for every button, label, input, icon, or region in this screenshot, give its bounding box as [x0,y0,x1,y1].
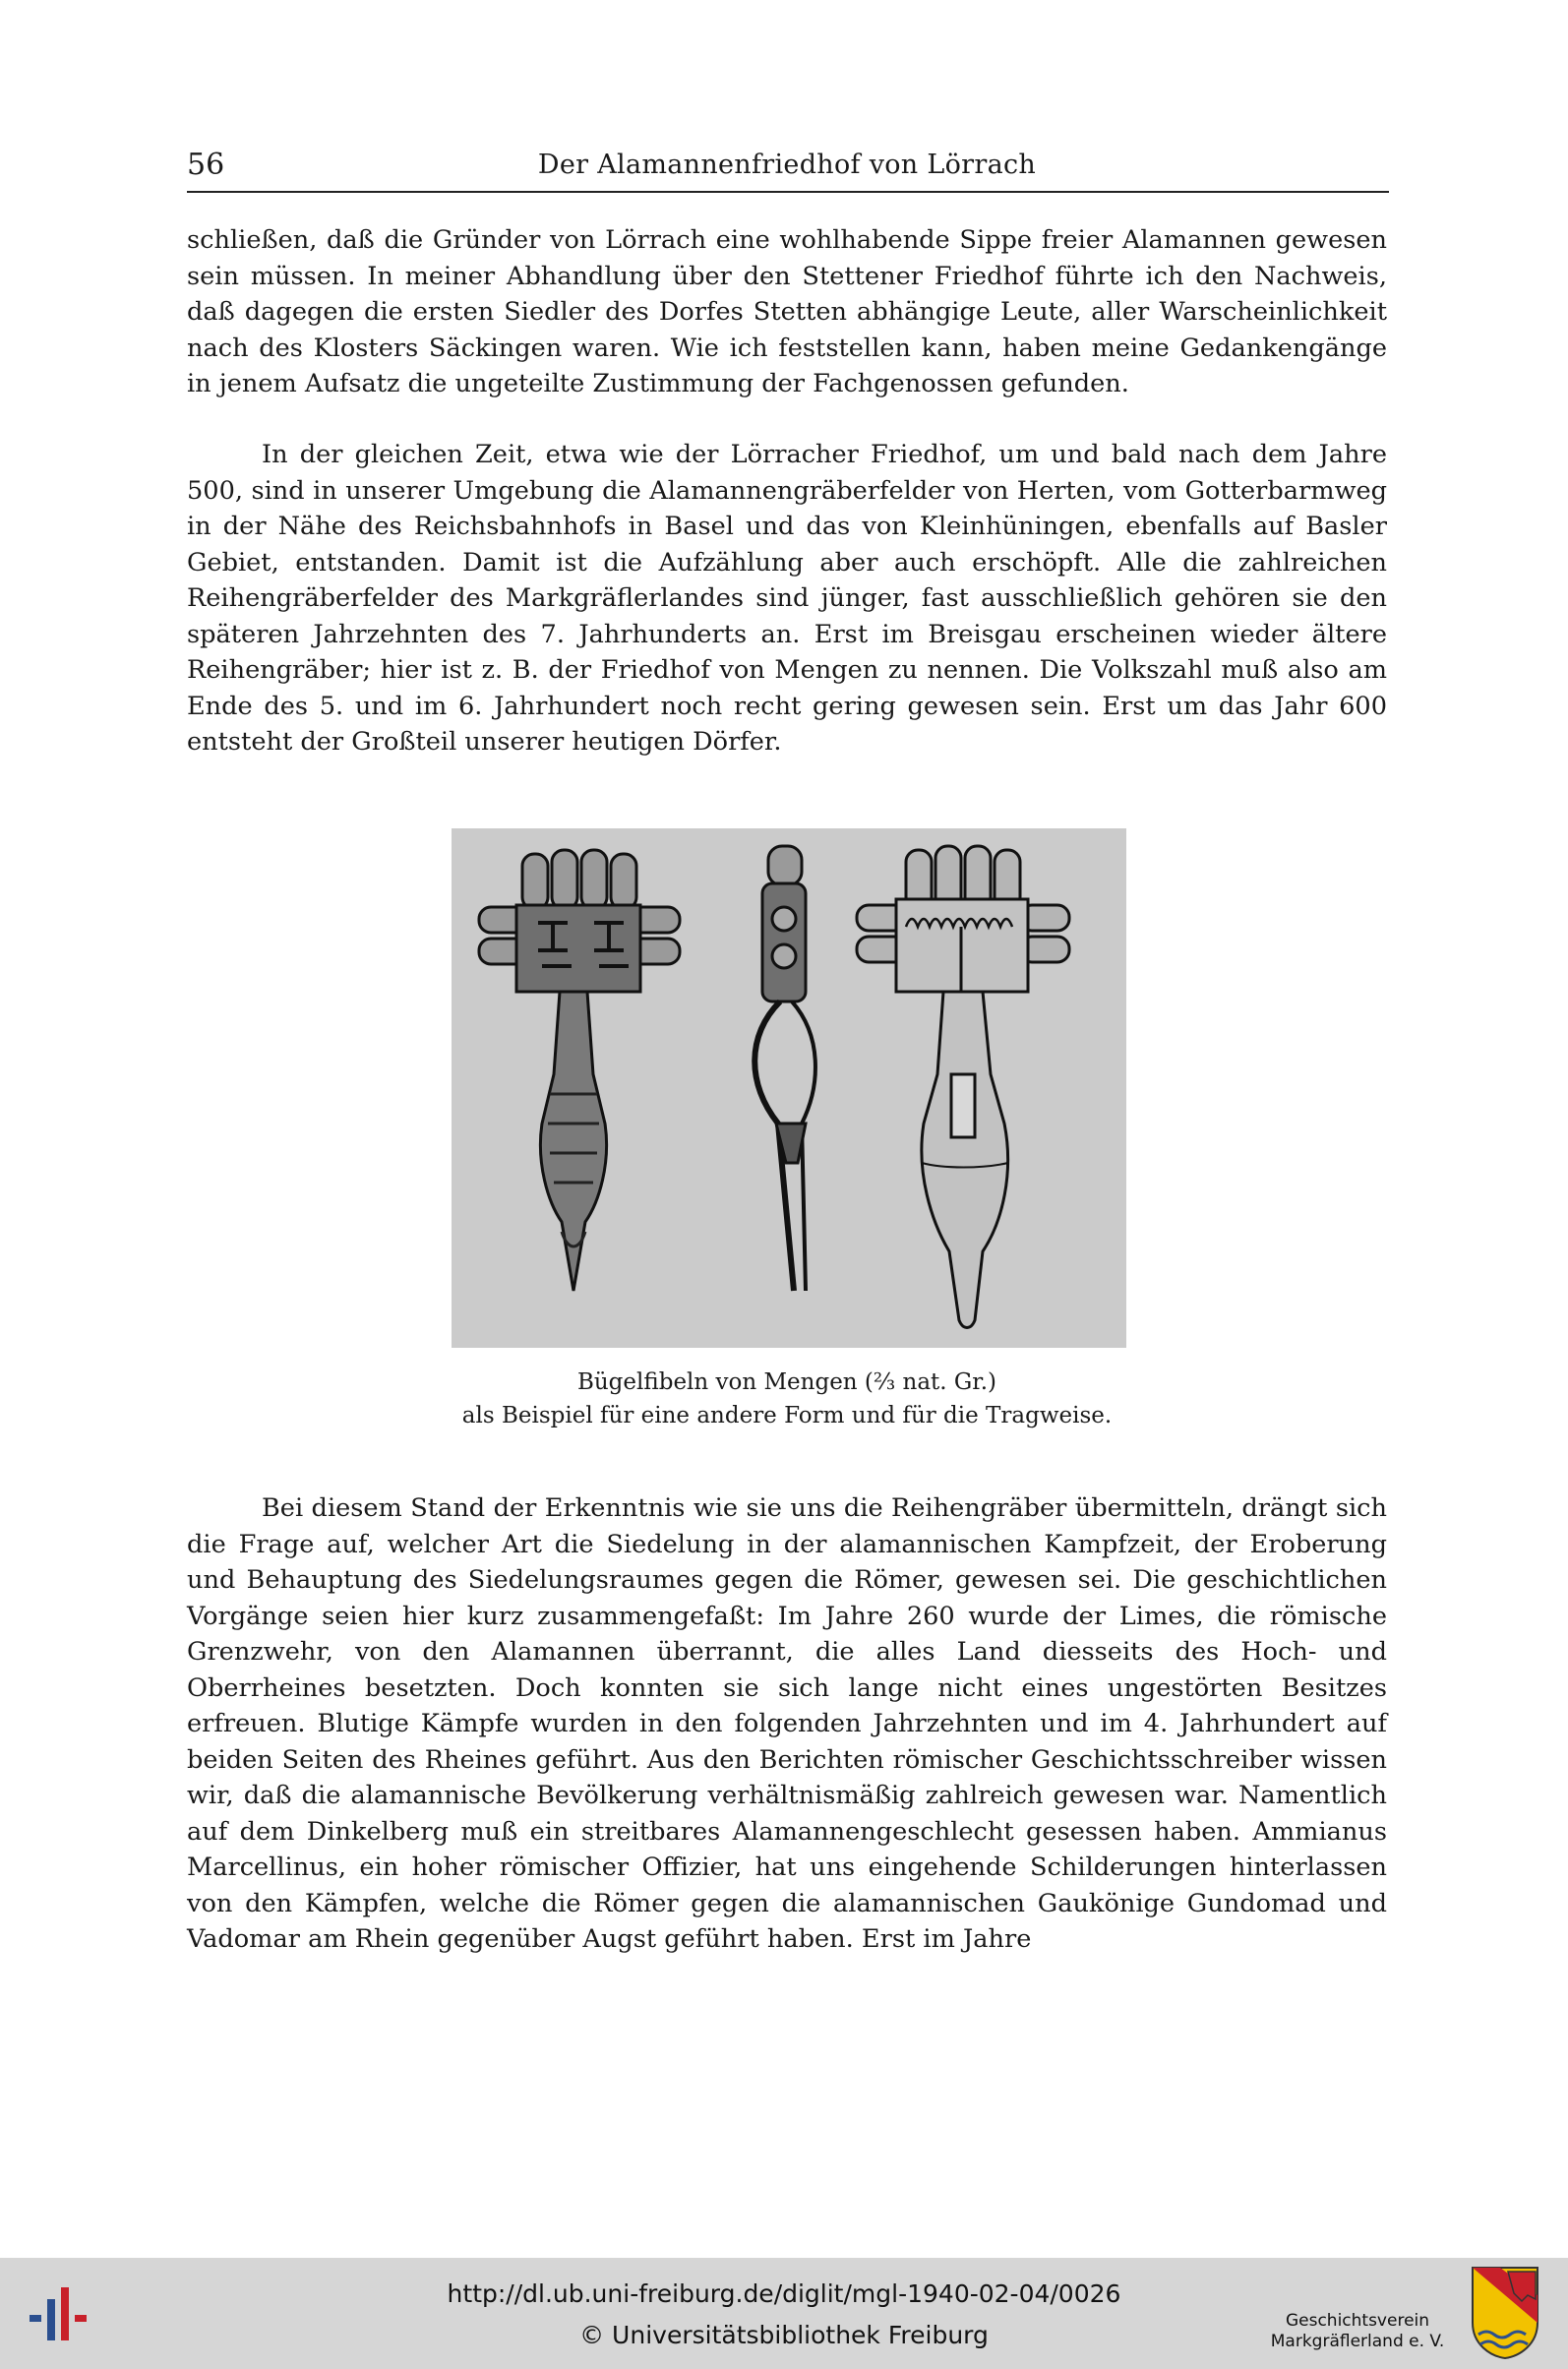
paragraph-1: schließen, daß die Gründer von Lörrach eine wohlhabende Sippe freier Alamannen gewesen sein müssen. In meiner Abhandlung über den Stettener Friedhof führte ich den Nachweis, daß dagegen die ersten Siedler des Dorfes Stetten abhängige Leute, aller Warscheinlichkeit nach des Klosters Säckingen waren. Wie ich feststellen kann, haben meine Gedankengänge in jenem Aufsatz die ungeteilte Zustimmung der Fachgenossen gefunden. [187,225,1387,398]
running-title: Der Alamannenfriedhof von Lörrach [537,150,1037,180]
permalink-url[interactable]: http://dl.ub.uni-freiburg.de/diglit/mgl-1940-02-04/0026 [447,2279,1121,2308]
figure-caption-line1: Bügelfibeln von Mengen (⅔ nat. Gr.) [576,1369,997,1395]
paragraph-2: In der gleichen Zeit, etwa wie der Lörracher Friedhof, um und bald nach dem Jahre 500, sind in unserer Umgebung die Alamannengräberfelder von Herten, vom Gotterbarmweg in der Nähe des Reichsbahnhofs in Basel und das von Kleinhüningen, ebenfalls auf Basler Gebiet, entstanden. Damit ist die Aufzählung aber auch erschöpft. Alle die zahlreichen Reihengräberfelder des Markgräflerlandes sind jünger, fast ausschließlich gehören sie den späteren Jahrzehnten des 7. Jahrhunderts an. Erst im Breisgau erscheinen wieder ältere Reihengräber; hier ist z. B. der Friedhof von Mengen zu nennen. Die Volkszahl muß also am Ende des 5. und im 6. Jahrhundert noch recht gering gewesen sein. Erst um das Jahr 600 entsteht der Großteil unserer heutigen Dörfer. [187,440,1387,757]
page-header [187,148,1387,191]
figure-caption-line2: als Beispiel für eine andere Form und für die Tragweise. [461,1403,1113,1428]
society-name [1259,2311,1456,2352]
fibula-side-view [754,846,815,1291]
fibula-illustration [452,828,1126,1348]
fibula-back-view [857,846,1069,1328]
copyright-notice: © Universitätsbibliothek Freiburg [579,2321,989,2349]
viewer-footer [0,2258,1568,2369]
society-name-line1: Geschichtsverein [1285,2311,1430,2331]
paragraph-3: Bei diesem Stand der Erkenntnis wie sie uns die Reihengräber übermitteln, drängt sich die Frage auf, welcher Art die Siedelung in der alamannischen Kampfzeit, der Eroberung und Behauptung des Siedelungsraumes gegen die Römer, gewesen sei. Die geschichtlichen Vorgänge seien hier kurz zusammengefaßt: Im Jahre 260 wurde der Limes, die römische Grenzwehr, von den Alamannen überrannt, die alles Land diesseits des Hoch- und Oberrheines besetzten. Doch konnten sie sich lange nicht eines ungestörten Besitzes erfreuen. Blutige Kämpfe wurden in den folgenden Jahrzehnten und im 4. Jahrhundert auf beiden Seiten des Rheines geführt. Aus den Berichten römischer Geschichtsschreiber wissen wir, daß die alamannische Bevölkerung verhältnismäßig zahlreich gewesen war. Namentlich auf dem Dinkelberg muß ein streitbares Alamannengeschlecht gesessen haben. Ammianus Marcellinus, ein hoher römischer Offizier, hat uns eingehende Schilderungen hinterlassen von den Kämpfen, welche die Römer gegen die alamannischen Gaukönige Gundomad und Vadomar am Rhein gegenüber Augst geführt haben. Erst im Jahre [187,1493,1387,1954]
fibula-drawing [452,828,1126,1348]
coat-of-arms-icon [1471,2266,1539,2360]
page-number: 56 [187,148,225,182]
society-name-line2: Markgräflerland e. V. [1270,2332,1445,2351]
fibula-front-view [479,850,680,1291]
header-rule [187,191,1389,193]
